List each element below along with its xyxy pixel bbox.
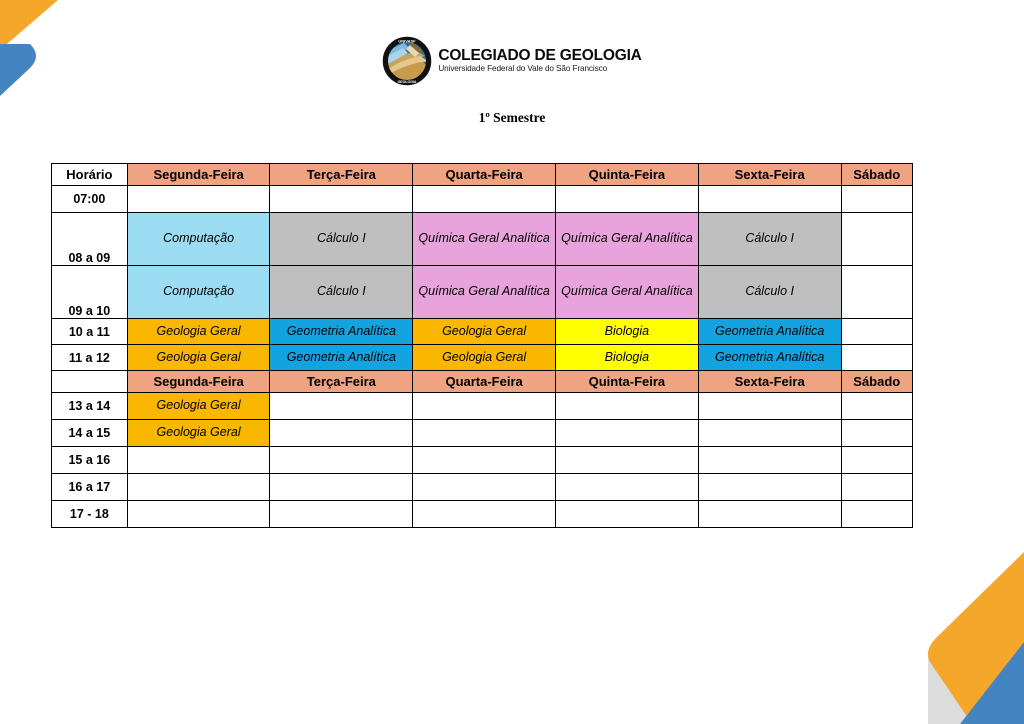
empty-cell	[698, 393, 841, 420]
time-slot-label: 17 - 18	[52, 501, 128, 528]
class-cell: Cálculo I	[698, 266, 841, 319]
time-slot-label: 08 a 09	[52, 213, 128, 266]
class-cell: Geologia Geral	[127, 345, 270, 371]
empty-cell	[698, 447, 841, 474]
empty-cell	[413, 447, 556, 474]
time-slot-label: 16 a 17	[52, 474, 128, 501]
class-cell: Geometria Analítica	[270, 319, 413, 345]
table-header-row-afternoon	[52, 371, 913, 393]
time-slot-label: 14 a 15	[52, 420, 128, 447]
class-cell: Geometria Analítica	[698, 345, 841, 371]
table-row	[52, 447, 913, 474]
header-day-3: Quarta-Feira	[413, 371, 556, 393]
time-slot-label: 09 a 10	[52, 266, 128, 319]
empty-cell	[698, 474, 841, 501]
class-cell: Computação	[127, 213, 270, 266]
empty-cell	[413, 393, 556, 420]
empty-cell	[698, 501, 841, 528]
empty-cell	[270, 447, 413, 474]
empty-cell	[556, 186, 699, 213]
schedule-table-wrapper	[51, 163, 913, 528]
table-row	[52, 213, 913, 266]
class-cell: Geologia Geral	[127, 420, 270, 447]
class-cell: Cálculo I	[270, 266, 413, 319]
empty-cell	[841, 345, 912, 371]
table-row	[52, 501, 913, 528]
logo-subtitle: Universidade Federal do Vale do São Francisco	[438, 64, 608, 74]
time-slot-label: 11 a 12	[52, 345, 128, 371]
empty-cell	[698, 186, 841, 213]
empty-cell	[556, 447, 699, 474]
empty-cell	[556, 501, 699, 528]
class-cell: Biologia	[556, 319, 699, 345]
header-day-1: Segunda-Feira	[127, 371, 270, 393]
empty-cell	[556, 420, 699, 447]
header-day-6: Sábado	[841, 164, 912, 186]
semester-title: 1º Semestre	[478, 110, 546, 125]
time-slot-label: 10 a 11	[52, 319, 128, 345]
empty-cell	[841, 501, 912, 528]
schedule-table	[51, 163, 913, 528]
empty-cell	[127, 447, 270, 474]
empty-cell	[270, 393, 413, 420]
time-slot-label: 15 a 16	[52, 447, 128, 474]
table-row	[52, 393, 913, 420]
empty-cell	[841, 447, 912, 474]
header-day-3: Quarta-Feira	[413, 164, 556, 186]
table-row	[52, 420, 913, 447]
header-day-1: Segunda-Feira	[127, 164, 270, 186]
table-row	[52, 266, 913, 319]
class-cell: Geologia Geral	[127, 319, 270, 345]
class-cell: Cálculo I	[698, 213, 841, 266]
header-day-4: Quinta-Feira	[556, 164, 699, 186]
empty-cell	[127, 474, 270, 501]
time-slot-label: 07:00	[52, 186, 128, 213]
logo-block	[382, 36, 641, 86]
empty-cell	[413, 186, 556, 213]
class-cell: Química Geral Analítica	[413, 213, 556, 266]
corner-blue-triangle	[960, 642, 1024, 724]
empty-cell	[841, 393, 912, 420]
svg-text:UNIVASF: UNIVASF	[398, 38, 416, 44]
empty-cell	[270, 501, 413, 528]
empty-cell	[413, 474, 556, 501]
header-blank-cell	[52, 371, 128, 393]
empty-cell	[127, 501, 270, 528]
header-day-6: Sábado	[841, 371, 912, 393]
corner-gray-triangle	[928, 656, 1024, 724]
logo-title: COLEGIADO DE GEOLOGIA	[438, 47, 642, 65]
empty-cell	[841, 319, 912, 345]
class-cell: Biologia	[556, 345, 699, 371]
class-cell: Computação	[127, 266, 270, 319]
empty-cell	[270, 420, 413, 447]
table-row	[52, 345, 913, 371]
header-day-2: Terça-Feira	[270, 371, 413, 393]
class-cell: Geometria Analítica	[698, 319, 841, 345]
class-cell: Geologia Geral	[127, 393, 270, 420]
empty-cell	[270, 186, 413, 213]
class-cell: Geometria Analítica	[270, 345, 413, 371]
header-time-label: Horário	[52, 164, 128, 186]
empty-cell	[270, 474, 413, 501]
empty-cell	[556, 474, 699, 501]
header-day-5: Sexta-Feira	[698, 164, 841, 186]
class-cell: Geologia Geral	[413, 345, 556, 371]
class-cell: Geologia Geral	[413, 319, 556, 345]
header-day-5: Sexta-Feira	[698, 371, 841, 393]
time-slot-label: 13 a 14	[52, 393, 128, 420]
empty-cell	[698, 420, 841, 447]
empty-cell	[413, 501, 556, 528]
svg-text:GEOLOGIA: GEOLOGIA	[397, 80, 417, 84]
geology-circular-emblem-icon	[382, 36, 432, 86]
class-cell: Química Geral Analítica	[413, 266, 556, 319]
empty-cell	[841, 186, 912, 213]
empty-cell	[841, 420, 912, 447]
table-header-row-morning	[52, 164, 913, 186]
table-row	[52, 474, 913, 501]
document-header	[0, 36, 1024, 86]
table-row	[52, 319, 913, 345]
empty-cell	[841, 213, 912, 266]
logo-text-block	[438, 48, 641, 74]
empty-cell	[413, 420, 556, 447]
empty-cell	[841, 474, 912, 501]
empty-cell	[127, 186, 270, 213]
header-day-4: Quinta-Feira	[556, 371, 699, 393]
header-day-2: Terça-Feira	[270, 164, 413, 186]
corner-orange-band	[928, 552, 1024, 724]
empty-cell	[556, 393, 699, 420]
class-cell: Química Geral Analítica	[556, 213, 699, 266]
decorative-corner-bottom-right	[894, 534, 1024, 724]
class-cell: Cálculo I	[270, 213, 413, 266]
table-row	[52, 186, 913, 213]
class-cell: Química Geral Analítica	[556, 266, 699, 319]
empty-cell	[841, 266, 912, 319]
